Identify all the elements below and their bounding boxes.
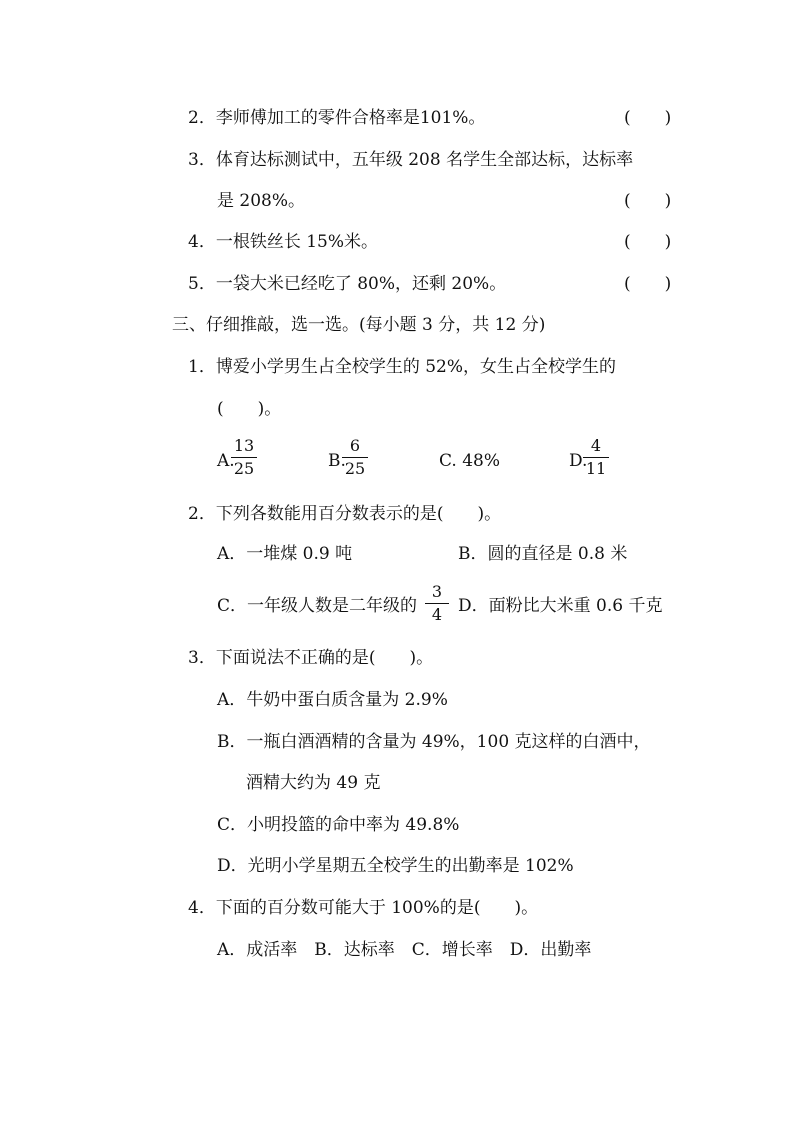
fraction-bar — [342, 457, 368, 458]
tf-item-2: 2．李师傅加工的零件合格率是101%。 — [188, 108, 486, 128]
q1-option-d-label[interactable]: D. — [569, 451, 588, 471]
q1-option-a-fraction[interactable] — [229, 436, 259, 479]
tf-item-3-answer-paren[interactable]: ( ) — [624, 191, 672, 211]
q2-option-c-numerator: 3 — [431, 582, 443, 601]
tf-item-4: 4．一根铁丝长 15%米。 — [188, 232, 379, 252]
q1-option-b-fraction[interactable] — [340, 436, 370, 479]
q3-option-d[interactable]: D．光明小学星期五全校学生的出勤率是 102% — [217, 856, 574, 876]
q1-option-d-fraction[interactable] — [581, 436, 611, 479]
q3-option-a[interactable]: A．牛奶中蛋白质含量为 2.9% — [217, 690, 448, 710]
q3-option-c[interactable]: C．小明投篮的命中率为 49.8% — [217, 815, 460, 835]
tf-item-3: 3．体育达标测试中，五年级 208 名学生全部达标，达标率 — [188, 150, 634, 170]
q1-option-d-numerator: 4 — [590, 436, 602, 455]
tf-item-5: 5．一袋大米已经吃了 80%，还剩 20%。 — [188, 274, 507, 294]
q2-option-a[interactable]: A．一堆煤 0.9 吨 — [217, 544, 353, 564]
q2-option-c-fraction — [423, 582, 451, 625]
q2-option-b[interactable]: B．圆的直径是 0.8 米 — [458, 544, 628, 564]
q1-option-b-label[interactable]: B. — [328, 451, 346, 471]
tf-item-3-continued: 是 208%。 — [217, 191, 306, 211]
q1-stem-continued[interactable]: ( )。 — [217, 399, 282, 419]
q2-option-d[interactable]: D．面粉比大米重 0.6 千克 — [458, 596, 663, 616]
fraction-bar — [231, 457, 257, 458]
q2-option-c[interactable]: C．一年级人数是二年级的 — [217, 596, 418, 616]
q1-option-a-denominator: 25 — [233, 459, 255, 478]
q1-option-a-numerator: 13 — [233, 436, 255, 455]
q2-option-c-denominator: 4 — [431, 605, 443, 624]
fraction-bar — [583, 457, 609, 458]
tf-item-4-answer-paren[interactable]: ( ) — [624, 232, 672, 252]
q3-option-b-continued: 酒精大约为 49 克 — [246, 773, 381, 793]
q1-option-d-denominator: 11 — [585, 459, 607, 478]
q1-option-b-denominator: 25 — [344, 459, 366, 478]
tf-item-5-answer-paren[interactable]: ( ) — [624, 274, 672, 294]
q4-stem: 4．下面的百分数可能大于 100%的是( )。 — [188, 898, 539, 918]
tf-item-2-answer-paren[interactable]: ( ) — [624, 108, 672, 128]
q1-option-c[interactable]: C. 48% — [439, 451, 500, 471]
section-3-heading: 三、仔细推敲，选一选。(每小题 3 分，共 12 分) — [172, 315, 546, 335]
fraction-bar — [425, 603, 449, 604]
q3-stem: 3．下面说法不正确的是( )。 — [188, 648, 434, 668]
q4-options[interactable]: A．成活率 B．达标率 C．增长率 D．出勤率 — [217, 940, 592, 960]
q2-stem: 2．下列各数能用百分数表示的是( )。 — [188, 504, 502, 524]
q1-option-a-label[interactable]: A. — [217, 451, 235, 471]
q1-option-b-numerator: 6 — [349, 436, 361, 455]
q1-stem: 1．博爱小学男生占全校学生的 52%，女生占全校学生的 — [188, 357, 617, 377]
q3-option-b[interactable]: B．一瓶白酒酒精的含量为 49%，100 克这样的白酒中， — [217, 732, 651, 752]
